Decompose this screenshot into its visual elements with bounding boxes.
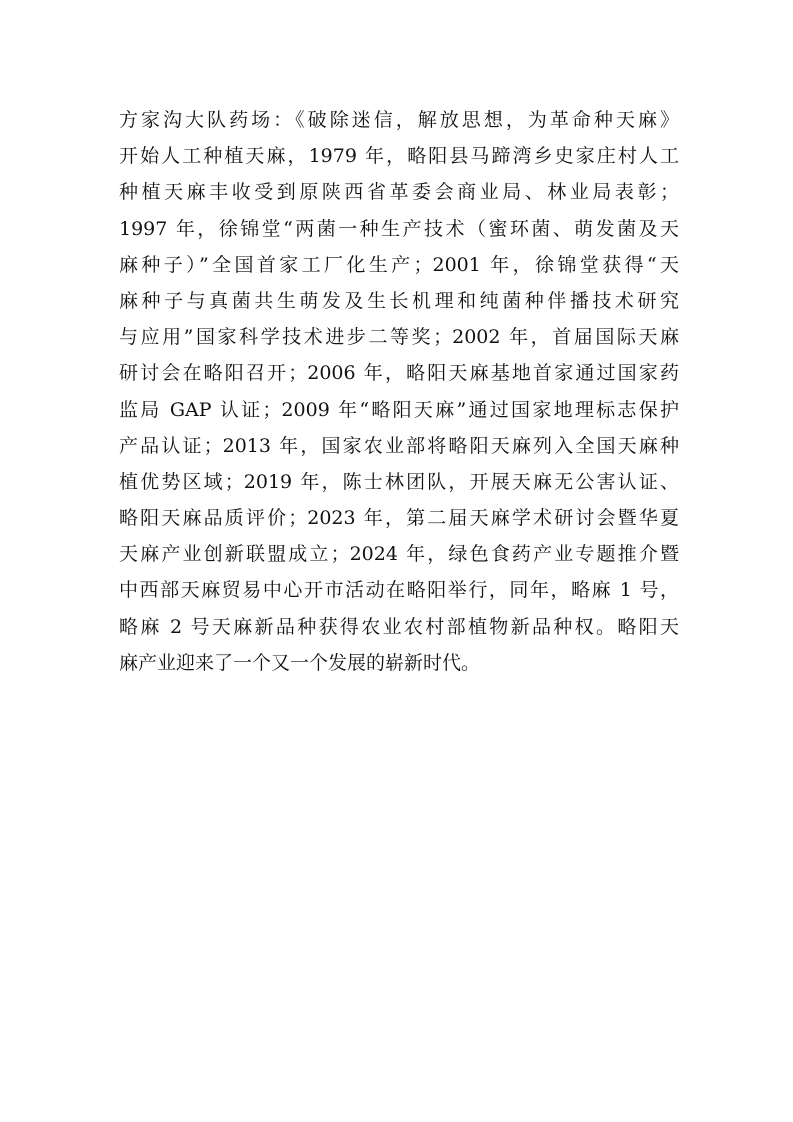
- paragraph-line-last: 麻产业迎来了一个又一个发展的崭新时代。: [119, 651, 481, 674]
- paragraph-line: 略阳天麻品质评价；2023 年，第二届天麻学术研讨会暨华夏: [119, 507, 679, 530]
- paragraph-line: 与应用”国家科学技术进步二等奖；2002 年，首届国际天麻: [119, 326, 679, 349]
- paragraph-line: 麻种子）”全国首家工厂化生产；2001 年，徐锦堂获得“天: [119, 253, 679, 276]
- paragraph-line: 方家沟大队药场：《破除迷信，解放思想，为革命种天麻》: [119, 109, 679, 131]
- paragraph-line: 天麻产业创新联盟成立；2024 年，绿色食药产业专题推介暨: [119, 543, 679, 566]
- paragraph-line: 麻种子与真菌共生萌发及生长机理和纯菌种伴播技术研究: [119, 289, 679, 312]
- paragraph-line: 产品认证；2013 年，国家农业部将略阳天麻列入全国天麻种: [119, 434, 679, 457]
- paragraph-line: 种植天麻丰收受到原陕西省革委会商业局、林业局表彰；: [119, 181, 679, 204]
- body-paragraph: [119, 102, 679, 681]
- paragraph-line: 略麻 2 号天麻新品种获得农业农村部植物新品种权。略阳天: [119, 615, 679, 638]
- paragraph-line: 监局 GAP 认证；2009 年“略阳天麻”通过国家地理标志保护: [119, 398, 679, 421]
- paragraph-line: 中西部天麻贸易中心开市活动在略阳举行，同年，略麻 1 号，: [119, 579, 679, 602]
- paragraph-line: 研讨会在略阳召开；2006 年，略阳天麻基地首家通过国家药: [119, 362, 679, 385]
- paragraph-line: 植优势区域；2019 年，陈士林团队，开展天麻无公害认证、: [119, 470, 679, 493]
- paragraph-line: 开始人工种植天麻，1979 年，略阳县马蹄湾乡史家庄村人工: [119, 145, 679, 168]
- paragraph-line: 1997 年，徐锦堂“两菌一种生产技术（蜜环菌、萌发菌及天: [119, 217, 679, 240]
